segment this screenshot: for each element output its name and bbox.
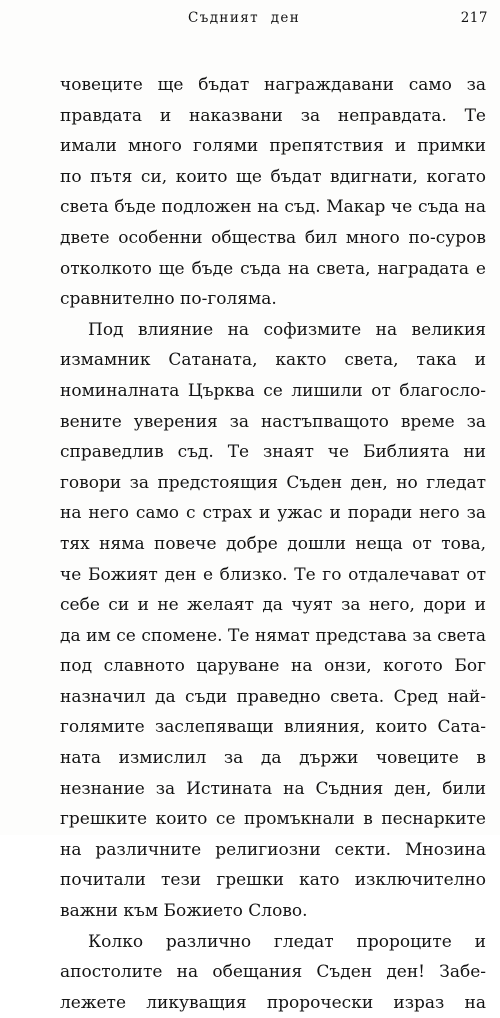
text-line: сравнително по-голяма.: [60, 289, 277, 310]
text-line: човеците ще бъдат награждавани само за: [60, 75, 486, 95]
text-line: номиналната Църква се лишили от благосло-: [60, 380, 486, 401]
text-line: на различните религиозни секти. Мнозина: [60, 839, 486, 860]
text-line: правдата и наказвани за неправдата. Те: [60, 105, 486, 126]
paragraph-3: [60, 927, 486, 1018]
text-line: ната измислил за да държи човеците в: [60, 748, 486, 769]
text-line: незнание за Истината на Съдния ден, били: [60, 778, 486, 799]
text-line: по пътя си, които ще бъдат вдигнати, когато: [60, 166, 486, 187]
text-line: че Божият ден е близко. Те го отдалечават от: [60, 564, 486, 585]
text-line: апостолите на обещания Съден ден! Забе-: [60, 962, 486, 983]
text-line: вените уверения за настъпващото време за: [60, 411, 486, 432]
text-line: тях няма повече добре дошли неща от това,: [60, 533, 486, 554]
text-line: под славното царуване на онзи, когото Бог: [60, 656, 486, 677]
body-text: [60, 70, 486, 1018]
text-line: справедлив съд. Те знаят че Библията ни: [60, 442, 486, 463]
text-line: важни към Божието Слово.: [60, 901, 308, 922]
running-head: [60, 10, 488, 32]
text-line: говори за предстоящия Съден ден, но гледат: [60, 472, 486, 493]
paragraph-1: [60, 70, 486, 315]
text-line: имали много голями препятствия и примки: [60, 136, 486, 157]
running-title: Съдният ден: [188, 10, 301, 26]
text-line: грешките които се промъкнали в песнарките: [60, 809, 486, 830]
text-line: назначил да съди праведно света. Сред най-: [60, 686, 486, 707]
text-line: Под влияние на софизмите на великия: [88, 319, 486, 340]
text-line: себе си и не желаят да чуят за него, дори и: [60, 595, 486, 616]
text-line: измамник Сатаната, както света, така и: [60, 350, 486, 371]
text-line: света бъде подложен на съд. Макар че съда на: [60, 197, 486, 218]
text-line: двете особенни общества бил много по-суров: [60, 227, 486, 248]
text-line: да им се спомене. Те нямат представа за света: [60, 625, 486, 646]
text-line: на него само с страх и ужас и поради него за: [60, 503, 486, 524]
text-line: Колко различно гледат пророците и: [88, 931, 486, 952]
text-line: голямите заслепяващи влияния, които Сата-: [60, 717, 486, 738]
text-line: почитали тези грешки като изключително: [60, 870, 486, 891]
text-line: лежете ликуващия пророчески израз на: [60, 992, 486, 1013]
page-number: 217: [460, 10, 488, 26]
text-line: отколкото ще бъде съда на света, наградата е: [60, 258, 486, 279]
